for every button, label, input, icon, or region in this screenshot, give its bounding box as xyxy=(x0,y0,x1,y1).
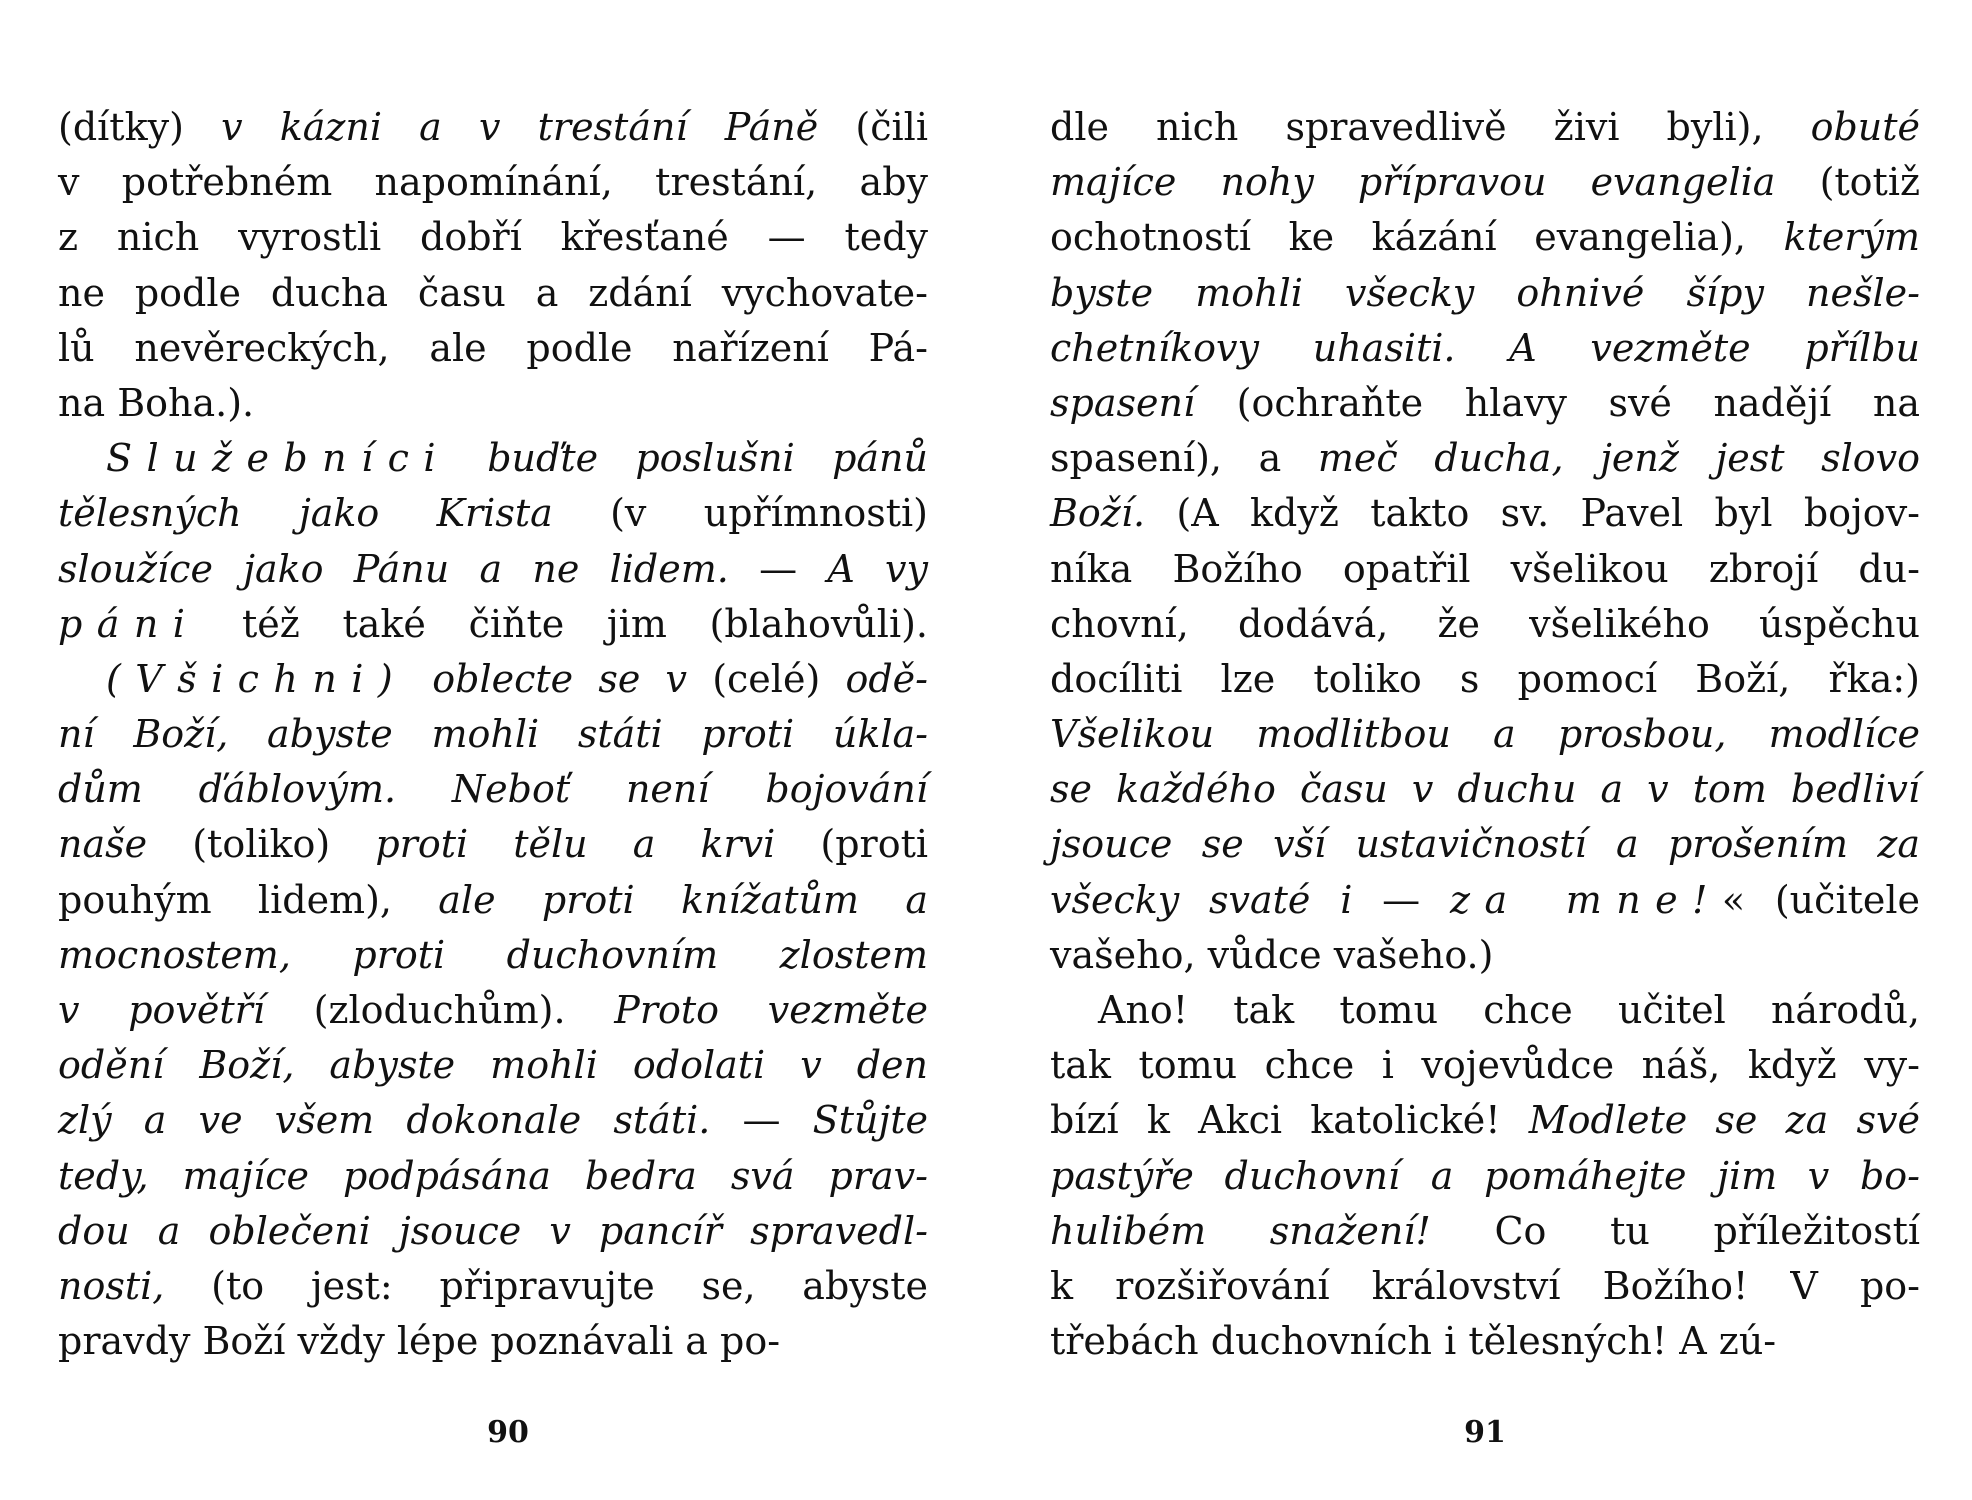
text-segment: tak tomu chce i vojevůdce náš, když vy- xyxy=(1050,1043,1920,1088)
text-segment: sloužíce jako Pánu a ne lidem. xyxy=(58,546,729,591)
text-line xyxy=(1050,210,1920,265)
text-line xyxy=(1050,1259,1920,1314)
text-segment: ale proti knížatům a xyxy=(438,877,928,922)
text-segment: (proti xyxy=(775,822,928,867)
text-line xyxy=(58,266,928,321)
text-segment: zlý a ve všem dokonale státi. xyxy=(58,1098,711,1143)
text-line xyxy=(58,983,928,1038)
text-line xyxy=(58,873,928,928)
right-page-text xyxy=(1050,100,1920,1369)
text-segment: ne podle ducha času a zdání vychovate- xyxy=(58,270,928,315)
text-segment: pouhým lidem), xyxy=(58,877,439,922)
text-line xyxy=(58,1204,928,1259)
text-line xyxy=(58,542,928,597)
text-line xyxy=(1050,817,1920,872)
text-segment: nosti, xyxy=(58,1263,165,1308)
text-segment: tělesných jako Krista xyxy=(58,491,553,536)
text-line xyxy=(58,1149,928,1204)
text-segment: hulibém snažení! xyxy=(1050,1208,1431,1253)
left-page xyxy=(58,100,928,1369)
text-segment: obuté xyxy=(1810,105,1920,149)
text-line xyxy=(58,707,928,762)
text-segment: (Všichni) xyxy=(106,656,408,701)
text-segment: Služebníci xyxy=(106,436,450,481)
text-segment: (čili xyxy=(818,105,928,149)
text-line xyxy=(58,100,928,155)
text-line xyxy=(58,321,928,376)
text-segment: chovní, dodává, že všelikého úspěchu xyxy=(1050,601,1920,646)
text-segment: Ano! tak tomu chce učitel národů, xyxy=(1098,988,1920,1032)
text-segment: A vy xyxy=(827,546,928,591)
text-line xyxy=(58,1093,928,1148)
text-segment: k rozšiřování království Božího! V po- xyxy=(1050,1263,1920,1308)
text-segment: v kázni a v trestání Páně xyxy=(221,105,819,149)
text-segment: proti tělu a krvi xyxy=(375,822,776,867)
text-line xyxy=(1050,266,1920,321)
text-line xyxy=(58,597,928,652)
text-line xyxy=(1050,431,1920,486)
text-segment: z nich vyrostli dobří křesťané — tedy xyxy=(58,215,928,260)
text-segment: se každého času v duchu a v tom bedliví xyxy=(1050,767,1920,812)
text-segment: Boží. xyxy=(1050,491,1146,536)
text-segment: — xyxy=(1352,877,1450,922)
right-page-number: 91 xyxy=(1464,1415,1506,1450)
text-segment: (to jest: připravujte se, abyste xyxy=(164,1263,928,1308)
text-line xyxy=(1050,707,1920,762)
text-segment: odě- xyxy=(845,656,928,701)
text-line xyxy=(1050,1314,1920,1369)
text-segment: (ochraňte hlavy své nadějí na xyxy=(1195,380,1920,425)
text-segment: meč ducha, jenž jest slovo xyxy=(1317,436,1920,481)
text-line xyxy=(1050,597,1920,652)
text-segment: spasení xyxy=(1050,380,1196,425)
text-segment: na Boha.). xyxy=(58,380,255,425)
text-line xyxy=(58,155,928,210)
text-segment: v povětří xyxy=(58,988,265,1032)
text-line xyxy=(1050,983,1920,1038)
text-segment: třebách duchovních i tělesných! A zú- xyxy=(1050,1319,1777,1364)
text-line xyxy=(58,817,928,872)
text-line xyxy=(1050,376,1920,431)
text-segment: dům ďáblovým. Neboť není bojování xyxy=(58,767,928,812)
text-line xyxy=(58,928,928,983)
text-segment: jsouce se vší ustavičností a prošením za xyxy=(1050,822,1920,867)
text-segment: lů nevěreckých, ale podle nařízení Pá- xyxy=(58,325,928,370)
text-segment: — xyxy=(728,546,828,591)
text-segment: byste mohli všecky ohnivé šípy nešle- xyxy=(1050,270,1920,315)
text-line xyxy=(1050,1093,1920,1148)
text-line xyxy=(58,486,928,541)
text-line xyxy=(1050,1038,1920,1093)
text-segment: bízí k Akci katolické! xyxy=(1050,1098,1529,1143)
text-segment: v potřebném napomínání, trestání, aby xyxy=(58,160,928,205)
text-segment: mocnostem, proti duchovním zlostem xyxy=(58,932,928,977)
text-segment: buďte poslušni pánů xyxy=(449,436,928,481)
text-segment: pastýře duchovní a pomáhejte jim v bo- xyxy=(1050,1153,1920,1198)
text-line xyxy=(1050,873,1920,928)
text-segment: « (učitele xyxy=(1721,877,1920,922)
text-segment: Stůjte xyxy=(812,1098,928,1143)
text-segment: Proto vezměte xyxy=(614,988,928,1032)
text-line xyxy=(1050,155,1920,210)
text-segment: ochotností ke kázání evangelia), xyxy=(1050,215,1784,260)
text-line xyxy=(58,210,928,265)
text-line xyxy=(1050,100,1920,155)
text-line xyxy=(58,431,928,486)
text-line xyxy=(1050,1204,1920,1259)
text-segment: Co tu příležitostí xyxy=(1430,1208,1920,1253)
text-segment: všecky svaté i xyxy=(1050,877,1353,922)
text-segment: níka Božího opatřil všelikou zbrojí du- xyxy=(1050,546,1920,591)
text-segment: tedy, majíce podpásána bedra svá prav- xyxy=(58,1153,928,1198)
text-segment: (toliko) xyxy=(147,822,376,867)
text-segment: též také čiňte jim (blahovůli). xyxy=(199,601,928,646)
text-line xyxy=(58,762,928,817)
text-line xyxy=(58,1259,928,1314)
text-segment: ní Boží, abyste mohli státi proti úkla- xyxy=(58,712,928,757)
text-line xyxy=(1050,321,1920,376)
text-segment: spasení), a xyxy=(1050,436,1318,481)
text-segment: odění Boží, abyste mohli odolati v den xyxy=(58,1043,928,1088)
text-segment: — xyxy=(710,1098,813,1143)
text-line xyxy=(1050,762,1920,817)
text-line xyxy=(58,1038,928,1093)
text-segment: kterým xyxy=(1783,215,1920,260)
text-segment: (dítky) xyxy=(58,105,222,149)
text-line xyxy=(1050,652,1920,707)
text-line xyxy=(1050,542,1920,597)
text-segment: dou a oblečeni jsouce v pancíř spravedl- xyxy=(58,1208,928,1253)
text-segment: (totiž xyxy=(1775,160,1920,205)
text-segment: chetníkovy uhasiti. A vezměte přílbu xyxy=(1050,325,1920,370)
text-segment: páni xyxy=(58,601,200,646)
text-line xyxy=(1050,486,1920,541)
text-line xyxy=(58,376,928,431)
text-segment: majíce nohy přípravou evangelia xyxy=(1050,160,1776,205)
right-page xyxy=(1050,100,1920,1369)
text-segment: Modlete se za své xyxy=(1528,1098,1920,1143)
text-line xyxy=(1050,1149,1920,1204)
text-segment: (zloduchům). xyxy=(264,988,615,1032)
text-segment: naše xyxy=(58,822,148,867)
text-segment: Všelikou modlitbou a prosbou, modlíce xyxy=(1050,712,1920,757)
text-segment: dle nich spravedlivě živi byli), xyxy=(1050,105,1811,149)
text-segment: pravdy Boží vždy lépe poznávali a po- xyxy=(58,1319,781,1364)
text-line xyxy=(58,1314,928,1369)
text-segment: (v upřímnosti) xyxy=(552,491,928,536)
text-segment: (celé) xyxy=(687,656,846,701)
left-page-text xyxy=(58,100,928,1369)
text-segment: oblecte se v xyxy=(407,656,688,701)
text-segment: docíliti lze toliko s pomocí Boží, řka:) xyxy=(1050,656,1920,701)
text-segment: vašeho, vůdce vašeho.) xyxy=(1050,932,1494,977)
text-line xyxy=(1050,928,1920,983)
text-segment: (A když takto sv. Pavel byl bojov- xyxy=(1145,491,1920,536)
text-segment: za mne! xyxy=(1449,877,1722,922)
text-line xyxy=(58,652,928,707)
left-page-number: 90 xyxy=(487,1415,529,1450)
